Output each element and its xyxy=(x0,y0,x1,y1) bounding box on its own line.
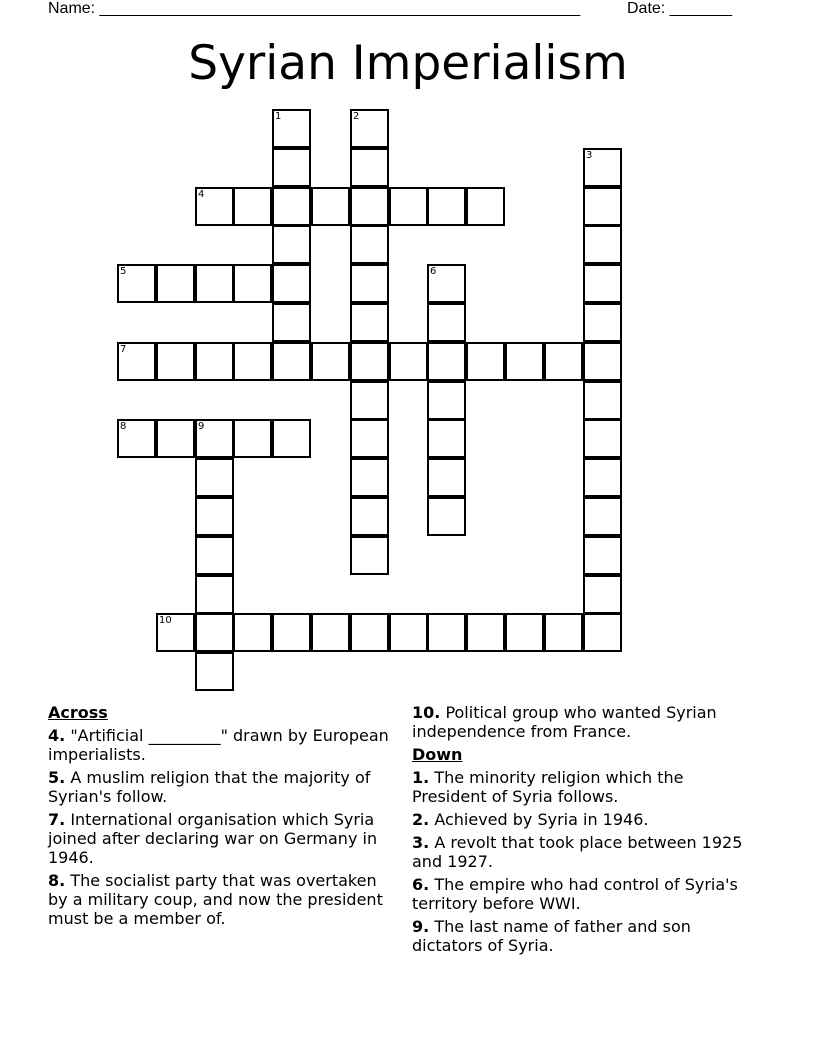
crossword-cell[interactable] xyxy=(272,264,311,303)
crossword-cell[interactable] xyxy=(272,303,311,342)
crossword-cell[interactable] xyxy=(195,497,234,536)
crossword-cell[interactable] xyxy=(195,342,234,381)
crossword-cell[interactable] xyxy=(583,381,622,420)
crossword-cell[interactable] xyxy=(195,575,234,614)
crossword-cell[interactable] xyxy=(583,575,622,614)
crossword-cell[interactable] xyxy=(466,187,505,226)
crossword-cell[interactable] xyxy=(195,187,234,226)
crossword-cell[interactable] xyxy=(272,187,311,226)
date-field[interactable]: Date: _______ xyxy=(627,0,732,17)
crossword-cell[interactable] xyxy=(427,187,466,226)
down-clue: 2. Achieved by Syria in 1946. xyxy=(412,810,649,829)
clue-number: 9 xyxy=(198,421,205,432)
crossword-cell[interactable] xyxy=(466,342,505,381)
crossword-cell[interactable] xyxy=(272,225,311,264)
crossword-cell[interactable] xyxy=(350,225,389,264)
crossword-cell[interactable] xyxy=(195,536,234,575)
crossword-cell[interactable] xyxy=(117,264,156,303)
down-clue: 3. A revolt that took place between 1925 and 1927. xyxy=(412,833,743,871)
across-clue: 4. "Artificial _________" drawn by European imperialists. xyxy=(48,726,389,764)
crossword-cell[interactable] xyxy=(583,536,622,575)
crossword-cell[interactable] xyxy=(350,536,389,575)
crossword-cell[interactable] xyxy=(350,264,389,303)
clue-number: 2 xyxy=(353,111,360,122)
crossword-cell[interactable] xyxy=(350,187,389,226)
clue-number: 4 xyxy=(198,189,205,200)
crossword-cell[interactable] xyxy=(195,613,234,652)
crossword-cell[interactable] xyxy=(427,303,466,342)
clue-number: 10 xyxy=(159,615,172,626)
crossword-cell[interactable] xyxy=(583,264,622,303)
crossword-cell[interactable] xyxy=(583,148,622,187)
crossword-cell[interactable] xyxy=(350,342,389,381)
crossword-cell[interactable] xyxy=(117,342,156,381)
crossword-cell[interactable] xyxy=(350,613,389,652)
crossword-cell[interactable] xyxy=(583,225,622,264)
clue-number: 1 xyxy=(275,111,282,122)
crossword-cell[interactable] xyxy=(156,264,195,303)
crossword-cell[interactable] xyxy=(427,381,466,420)
clue-number: 6 xyxy=(430,266,437,277)
crossword-cell[interactable] xyxy=(195,652,234,691)
crossword-cell[interactable] xyxy=(350,458,389,497)
crossword-cell[interactable] xyxy=(311,187,350,226)
down-heading: Down xyxy=(412,745,463,764)
crossword-cell[interactable] xyxy=(350,303,389,342)
crossword-cell[interactable] xyxy=(583,458,622,497)
crossword-cell[interactable] xyxy=(583,187,622,226)
crossword-cell[interactable] xyxy=(233,264,272,303)
crossword-cell[interactable] xyxy=(583,613,622,652)
crossword-cell[interactable] xyxy=(195,458,234,497)
across-heading: Across xyxy=(48,703,108,722)
across-clue: 8. The socialist party that was overtaken by a military coup, and now the president must be a member of. xyxy=(48,871,383,928)
crossword-cell[interactable] xyxy=(272,342,311,381)
down-clue: 9. The last name of father and son dictators of Syria. xyxy=(412,917,691,955)
crossword-cell[interactable] xyxy=(311,342,350,381)
down-clue: 6. The empire who had control of Syria's territory before WWI. xyxy=(412,875,738,913)
crossword-cell[interactable] xyxy=(427,497,466,536)
crossword-cell[interactable] xyxy=(389,187,428,226)
crossword-cell[interactable] xyxy=(583,303,622,342)
crossword-cell[interactable] xyxy=(233,613,272,652)
crossword-cell[interactable] xyxy=(389,613,428,652)
crossword-cell[interactable] xyxy=(350,381,389,420)
crossword-cell[interactable] xyxy=(272,109,311,148)
crossword-cell[interactable] xyxy=(427,458,466,497)
crossword-cell[interactable] xyxy=(350,148,389,187)
crossword-cell[interactable] xyxy=(544,613,583,652)
crossword-cell[interactable] xyxy=(427,613,466,652)
crossword-cell[interactable] xyxy=(466,613,505,652)
crossword-cell[interactable] xyxy=(233,342,272,381)
clue-number: 8 xyxy=(120,421,127,432)
crossword-cell[interactable] xyxy=(389,342,428,381)
clues-right-column xyxy=(412,703,762,959)
crossword-cell[interactable] xyxy=(233,419,272,458)
across-clue: 7. International organisation which Syria joined after declaring war on Germany in 1946. xyxy=(48,810,378,867)
crossword-cell[interactable] xyxy=(272,148,311,187)
clue-number: 7 xyxy=(120,344,127,355)
crossword-cell[interactable] xyxy=(195,264,234,303)
crossword-cell[interactable] xyxy=(350,419,389,458)
crossword-cell[interactable] xyxy=(272,613,311,652)
crossword-cell[interactable] xyxy=(156,419,195,458)
across-clue: 10. Political group who wanted Syrian independence from France. xyxy=(412,703,717,741)
crossword-cell[interactable] xyxy=(427,264,466,303)
crossword-cell[interactable] xyxy=(350,497,389,536)
down-clue: 1. The minority religion which the President of Syria follows. xyxy=(412,768,684,806)
crossword-cell[interactable] xyxy=(583,497,622,536)
crossword-cell[interactable] xyxy=(195,419,234,458)
crossword-cell[interactable] xyxy=(427,419,466,458)
crossword-cell[interactable] xyxy=(311,613,350,652)
crossword-cell[interactable] xyxy=(156,613,195,652)
across-clue: 5. A muslim religion that the majority of Syrian's follow. xyxy=(48,768,371,806)
crossword-cell[interactable] xyxy=(505,342,544,381)
crossword-cell[interactable] xyxy=(583,419,622,458)
clues-left-column xyxy=(48,703,393,932)
crossword-cell[interactable] xyxy=(272,419,311,458)
page-title: Syrian Imperialism xyxy=(188,36,628,91)
crossword-cell[interactable] xyxy=(117,419,156,458)
crossword-cell[interactable] xyxy=(156,342,195,381)
crossword-cell[interactable] xyxy=(544,342,583,381)
name-field[interactable]: Name: ______________________________________________________ xyxy=(48,0,581,17)
crossword-cell[interactable] xyxy=(350,109,389,148)
crossword-cell[interactable] xyxy=(583,342,622,381)
clue-number: 3 xyxy=(586,150,593,161)
crossword-cell[interactable] xyxy=(505,613,544,652)
crossword-cell[interactable] xyxy=(233,187,272,226)
clue-number: 5 xyxy=(120,266,127,277)
crossword-cell[interactable] xyxy=(427,342,466,381)
